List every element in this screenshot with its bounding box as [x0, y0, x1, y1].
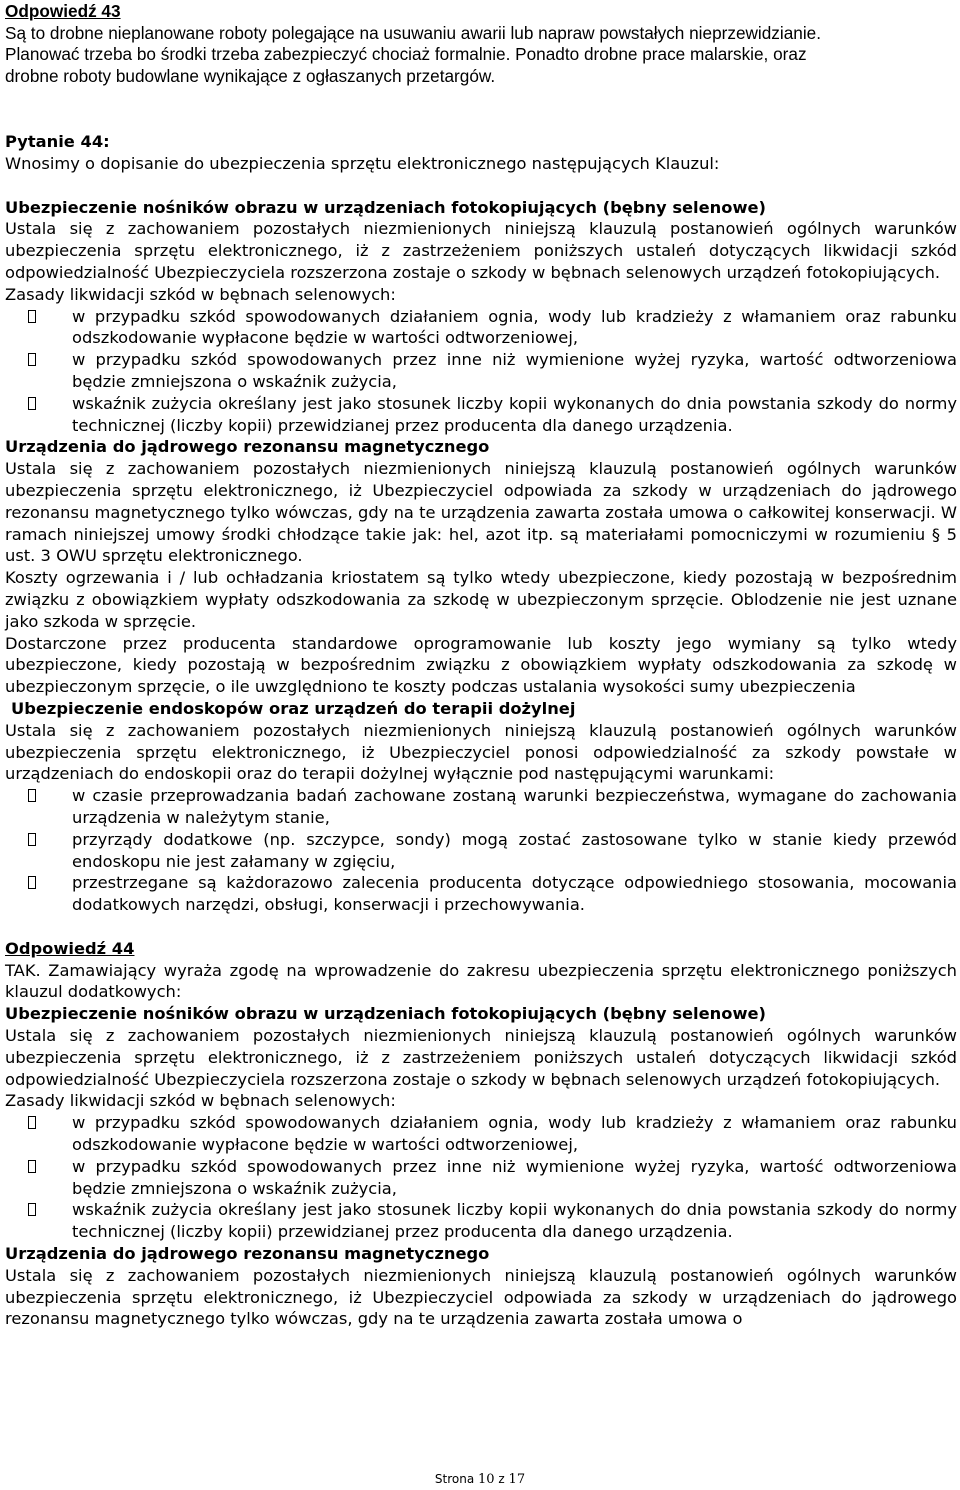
- answer-43-line: Planować trzeba bo środki trzeba zabezpieczyć chociaż formalnie. Ponadto drobne prace malarskie, oraz: [5, 44, 807, 64]
- clause-body: Ustala się z zachowaniem pozostałych niezmienionych niniejszą klauzulą postanowień ogólnych warunków ubezpieczenia sprzętu elektronicznego, iż Ubezpieczyciel odpowiada za szkody w urządzeniach do jądrowego rezonansu magnetycznego tylko wówczas, gdy na te urządzenia zawarta została umowa o: [5, 1265, 957, 1329]
- footer-of: z: [498, 1472, 505, 1486]
- bullet-list: [5, 1112, 957, 1243]
- list-item: w czasie przeprowadzania badań zachowane zostaną warunki bezpieczeństwa, wymagane do zachowania urządzenia w należytym stanie,: [5, 785, 957, 829]
- section-sign: §: [931, 524, 940, 544]
- bullet-list: [5, 785, 957, 916]
- bullet-icon: [28, 1203, 36, 1216]
- bullet-icon: [28, 833, 36, 846]
- answer-44-heading: Odpowiedź 44: [5, 938, 135, 958]
- bullet-icon: [28, 353, 36, 366]
- list-item: w przypadku szkód spowodowanych przez inne niż wymienione wyżej ryzyka, wartość odtworzeniowa będzie zmniejszona o wskaźnik zużycia,: [5, 349, 957, 393]
- answer-43-line: drobne roboty budowlane wynikające z ogłaszanych przetargów.: [5, 65, 496, 86]
- clause-title: Urządzenia do jądrowego rezonansu magnetycznego: [5, 437, 490, 457]
- bullet-icon: [28, 1116, 36, 1129]
- bullet-icon: [28, 310, 36, 323]
- bullet-list: [5, 306, 957, 437]
- footer-page-total: 17: [508, 1472, 526, 1487]
- list-item: wskaźnik zużycia określany jest jako stosunek liczby kopii wykonanych do dnia powstania szkody do normy technicznej (liczby kopii) przewidzianej przez producenta dla danego urządzenia.: [5, 1199, 957, 1243]
- clause-title: Ubezpieczenie nośników obrazu w urządzeniach fotokopiujących (bębny selenowe): [5, 197, 766, 217]
- answer-43-line: Są to drobne nieplanowane roboty polegające na usuwaniu awarii lub napraw powstałych nieprzewidzianie.: [5, 22, 821, 43]
- list-item: w przypadku szkód spowodowanych działaniem ognia, wody lub kradzieży z włamaniem oraz rabunku odszkodowanie wypłacone będzie w wartości odtworzeniowej,: [5, 1112, 957, 1156]
- bullet-icon: [28, 397, 36, 410]
- answer-43: [5, 1, 957, 87]
- answer-43-heading: Odpowiedź 43: [5, 1, 121, 21]
- question-44: [5, 131, 957, 916]
- page-footer: [0, 1472, 960, 1487]
- clause-title: Ubezpieczenie nośników obrazu w urządzeniach fotokopiujących (bębny selenowe): [5, 1004, 766, 1024]
- clause-title: Ubezpieczenie endoskopów oraz urządzeń do terapii dożylnej: [11, 698, 576, 718]
- clause-title: Urządzenia do jądrowego rezonansu magnetycznego: [5, 1244, 490, 1264]
- clause-body: Ustala się z zachowaniem pozostałych niezmienionych niniejszą klauzulą postanowień ogólnych warunków ubezpieczenia sprzętu elektronicznego, iż Ubezpieczyciel odpowiada za szkody w urządzeniach do jądrowego rezonansu magnetycznego tylko wówczas, gdy na te urządzenia zawarta została umowa o całkowitej konserwacji. W ramach niniejszej umowy środki chłodzące takie jak: hel, azot itp. są materiałami pomocniczymi w rozumieniu § 5 ust. 3 OWU sprzętu elektronicznego.: [5, 459, 957, 566]
- question-44-heading: Pytanie 44:: [5, 132, 110, 151]
- list-item: przestrzegane są każdorazowo zalecenia producenta dotyczące odpowiedniego stosowania, mocowania dodatkowych narzędzi, obsługi, konserwacji i przechowywania.: [5, 872, 957, 916]
- clause-rules-title: Zasady likwidacji szkód w bębnach selenowych:: [5, 1091, 396, 1111]
- document-page: [5, 0, 957, 1330]
- answer-44-intro: TAK. Zamawiający wyraża zgodę na wprowadzenie do zakresu ubezpieczenia sprzętu elektronicznego poniższych klauzul dodatkowych:: [5, 960, 957, 1002]
- list-item: w przypadku szkód spowodowanych przez inne niż wymienione wyżej ryzyka, wartość odtworzeniowa będzie zmniejszona o wskaźnik zużycia,: [5, 1156, 957, 1200]
- footer-label: Strona: [434, 1472, 475, 1486]
- clause-body: Ustala się z zachowaniem pozostałych niezmienionych niniejszą klauzulą postanowień ogólnych warunków ubezpieczenia sprzętu elektronicznego, iż z zastrzeżeniem poniższych ustaleń dotyczących likwidacji szkód odpowiedzialność Ubezpieczyciela rozszerzona zostaje o szkody w bębnach selenowych urządzeń fotokopiujących.: [5, 1026, 957, 1089]
- clause-body: Ustala się z zachowaniem pozostałych niezmienionych niniejszą klauzulą postanowień ogólnych warunków ubezpieczenia sprzętu elektronicznego, iż z zastrzeżeniem poniższych ustaleń dotyczących likwidacji szkód odpowiedzialność Ubezpieczyciela rozszerzona zostaje o szkody w bębnach selenowych urządzeń fotokopiujących.: [5, 219, 957, 282]
- clause-body: Ustala się z zachowaniem pozostałych niezmienionych niniejszą klauzulą postanowień ogólnych warunków ubezpieczenia sprzętu elektronicznego, iż Ubezpieczyciel ponosi odpowiedzialność za szkody powstałe w urządzeniach do endoskopii oraz do terapii dożylnej wyłącznie pod następującymi warunkami:: [5, 720, 957, 784]
- clause-rules-title: Zasady likwidacji szkód w bębnach selenowych:: [5, 284, 396, 304]
- bullet-icon: [28, 876, 36, 889]
- answer-44: [5, 938, 957, 1330]
- list-item: w przypadku szkód spowodowanych działaniem ognia, wody lub kradzieży z włamaniem oraz rabunku odszkodowanie wypłacone będzie w wartości odtworzeniowej,: [5, 306, 957, 350]
- list-item: przyrządy dodatkowe (np. szczypce, sondy) mogą zostać zastosowane tylko w stanie kiedy przewód endoskopu nie jest załamany w zgięciu,: [5, 829, 957, 873]
- bullet-icon: [28, 1160, 36, 1173]
- question-44-intro: Wnosimy o dopisanie do ubezpieczenia sprzętu elektronicznego następujących Klauzul:: [5, 153, 720, 173]
- bullet-icon: [28, 789, 36, 802]
- list-item: wskaźnik zużycia określany jest jako stosunek liczby kopii wykonanych do dnia powstania szkody do normy technicznej (liczby kopii) przewidzianej przez producenta dla danego urządzenia.: [5, 393, 957, 437]
- footer-page-number: 10: [478, 1472, 495, 1487]
- clause-paragraph: Dostarczone przez producenta standardowe oprogramowanie lub koszty jego wymiany są tylko wtedy ubezpieczone, kiedy pozostają w bezpośrednim związku z obowiązkiem wypłaty odszkodowania za szkodę w ubezpieczonym sprzęcie, o ile uwzględniono te koszty podczas ustalania wysokości sumy ubezpieczenia: [5, 633, 957, 697]
- clause-paragraph: Koszty ogrzewania i / lub ochładzania kriostatem są tylko wtedy ubezpieczone, kiedy pozostają w bezpośrednim związku z obowiązkiem wypłaty odszkodowania za szkodę w ubezpieczonym sprzęcie. Oblodzenie nie jest uznane jako szkoda w sprzęcie.: [5, 568, 957, 631]
